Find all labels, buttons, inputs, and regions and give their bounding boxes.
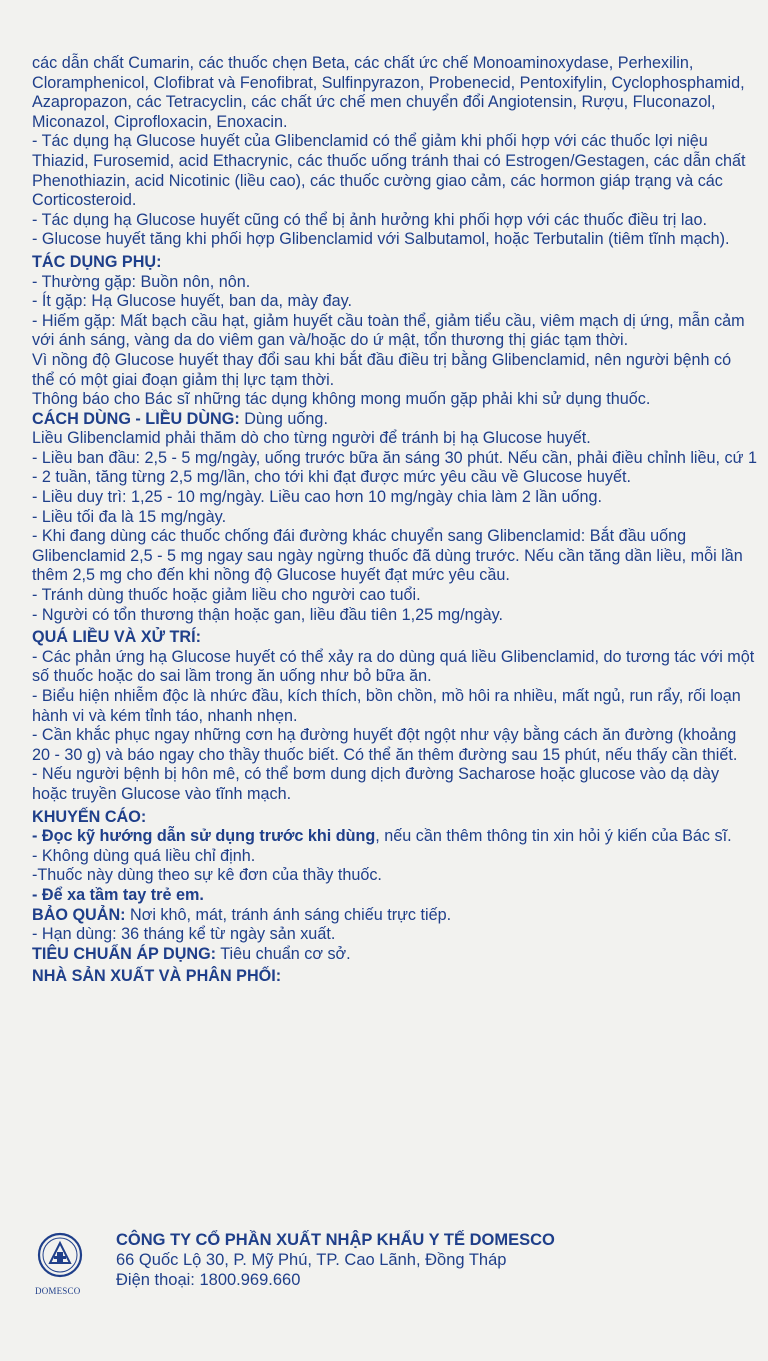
inline-heading-paragraph — [32, 945, 758, 965]
paragraph-lead: BẢO QUẢN: — [32, 905, 126, 924]
body-paragraph: - Các phản ứng hạ Glucose huyết có thể xảy ra do dùng quá liều Glibenclamid, do tương tác với một số thuốc hoặc do sai lầm trong ăn uống như bỏ bữa ăn. — [32, 647, 755, 686]
body-paragraph: Thông báo cho Bác sĩ những tác dụng không mong muốn gặp phải khi sử dụng thuốc. — [32, 390, 651, 409]
section-heading: TÁC DỤNG PHỤ: — [32, 252, 162, 271]
section-heading: QUÁ LIỀU VÀ XỬ TRÍ: — [32, 628, 202, 647]
body-paragraph: - Nếu người bệnh bị hôn mê, có thể bơm dung dịch đường Sacharose hoặc glucose vào dạ dày hoặc truyền Glucose vào tĩnh mạch. — [32, 765, 720, 803]
body-paragraph: - Hiếm gặp: Mất bạch cầu hạt, giảm huyết cầu toàn thể, giảm tiểu cầu, viêm mạch dị ứng, mẫn cảm với ánh sáng, vàng da do viêm gan và/hoặc do ứ mật, tổn thương thị giác tạm thời. — [32, 311, 745, 350]
domesco-logo-icon — [36, 1228, 94, 1286]
logo-caption: DOMESCO — [35, 1286, 81, 1296]
body-paragraph: - Hạn dùng: 36 tháng kể từ ngày sản xuất. — [32, 925, 336, 944]
body-paragraph: - Khi đang dùng các thuốc chống đái đường khác chuyển sang Glibenclamid: Bắt đầu uống Glibenclamid 2,5 - 5 mg ngay sau ngày ngừng thuốc đã dùng trước. Nếu cần tăng dần liều, mỗi lần thêm 2,5 mg cho đến khi nồng độ Glucose huyết đạt mức yêu cầu. — [32, 527, 743, 585]
company-name: CÔNG TY CỔ PHẦN XUẤT NHẬP KHẨU Y TẾ DOMESCO — [116, 1231, 555, 1249]
paragraph-text: Dùng uống. — [239, 409, 328, 428]
body-paragraph: Liều Glibenclamid phải thăm dò cho từng người để tránh bị hạ Glucose huyết. — [32, 429, 591, 448]
body-paragraph: các dẫn chất Cumarin, các thuốc chẹn Beta, các chất ức chế Monoaminoxydase, Perhexilin, Cloramphenicol, Clofibrat và Fenofibrat, Sulfinpyrazon, Probenecid, Pentoxifylin, Cyclophosphamid, Azapropazon, các Tetracyclin, các chất ức chế men chuyển đổi Angiotensin, Rượu, Fluconazol, Miconazol, Ciprofloxacin, Enoxacin. — [32, 54, 745, 131]
manufacturer-block — [36, 1228, 736, 1298]
warning-line: - Để xa tầm tay trẻ em. — [32, 885, 204, 904]
body-paragraph: - Người có tổn thương thận hoặc gan, liều đầu tiên 1,25 mg/ngày. — [32, 605, 503, 624]
company-address: 66 Quốc Lộ 30, P. Mỹ Phú, TP. Cao Lãnh, Đồng Tháp — [116, 1251, 507, 1269]
paragraph-text: Nơi khô, mát, tránh ánh sáng chiếu trực tiếp. — [125, 905, 452, 924]
company-phone: Điện thoại: 1800.969.660 — [116, 1271, 301, 1289]
paragraph-lead: CÁCH DÙNG - LIỀU DÙNG: — [32, 409, 240, 428]
leaflet-body — [32, 54, 758, 987]
paragraph-lead: - Đọc kỹ hướng dẫn sử dụng trước khi dùng — [32, 827, 376, 846]
body-paragraph: - Tránh dùng thuốc hoặc giảm liều cho người cao tuổi. — [32, 586, 421, 605]
body-paragraph: - Biểu hiện nhiễm độc là nhức đầu, kích thích, bồn chồn, mồ hôi ra nhiều, mất ngủ, run rẩy, rối loạn hành vi và kém tỉnh táo, nhanh nhẹn. — [32, 687, 741, 725]
body-paragraph: - Liều duy trì: 1,25 - 10 mg/ngày. Liều cao hơn 10 mg/ngày chia làm 2 lần uống. — [32, 488, 603, 507]
body-paragraph: Vì nồng độ Glucose huyết thay đổi sau khi bắt đầu điều trị bằng Glibenclamid, nên người bệnh có thể có một giai đoạn giảm thị lực tạm thời. — [32, 350, 732, 389]
body-paragraph: - Glucose huyết tăng khi phối hợp Glibenclamid với Salbutamol, hoặc Terbutalin (tiêm tĩnh mạch). — [32, 230, 730, 249]
domesco-logo — [36, 1228, 94, 1298]
body-paragraph: - Tác dụng hạ Glucose huyết của Glibenclamid có thể giảm khi phối hợp với các thuốc lợi niệu Thiazid, Furosemid, acid Ethacrynic, các thuốc uống tránh thai có Estrogen/Gestagen, các dẫn chất Phenothiazin, acid Nicotinic (liều cao), các thuốc cường giao cảm, các hormon giáp trạng và các Corticosteroid. — [32, 132, 746, 210]
company-info — [116, 1230, 555, 1290]
paragraph-text: Tiêu chuẩn cơ sở. — [216, 944, 351, 963]
body-paragraph: - Ít gặp: Hạ Glucose huyết, ban da, mày đay. — [32, 292, 353, 311]
body-paragraph: -Thuốc này dùng theo sự kê đơn của thầy thuốc. — [32, 866, 382, 885]
body-paragraph: - Liều ban đầu: 2,5 - 5 mg/ngày, uống trước bữa ăn sáng 30 phút. Nếu cần, phải điều chỉnh liều, cứ 1 - 2 tuần, tăng từng 2,5 mg/lần, cho tới khi đạt được mức yêu cầu về Glucose huyết. — [32, 448, 757, 487]
section-heading: NHÀ SẢN XUẤT VÀ PHÂN PHỐI: — [32, 967, 282, 986]
paragraph-lead: TIÊU CHUẨN ÁP DỤNG: — [32, 944, 217, 963]
body-paragraph: - Liều tối đa là 15 mg/ngày. — [32, 507, 227, 526]
inline-heading-paragraph — [32, 906, 758, 926]
inline-heading-paragraph — [32, 410, 758, 430]
body-paragraph: - Thường gặp: Buồn nôn, nôn. — [32, 272, 251, 291]
section-heading: KHUYẾN CÁO: — [32, 807, 147, 826]
bold-lead-paragraph — [32, 827, 758, 847]
body-paragraph: - Cần khắc phục ngay những cơn hạ đường huyết đột ngột như vậy bằng cách ăn đường (khoảng 20 - 30 g) và báo ngay cho thầy thuốc biết. Có thể ăn thêm đường sau 15 phút, nếu thấy cần thiết. — [32, 726, 738, 764]
paragraph-text: , nếu cần thêm thông tin xin hỏi ý kiến của Bác sĩ. — [375, 827, 732, 846]
body-paragraph: - Tác dụng hạ Glucose huyết cũng có thể bị ảnh hưởng khi phối hợp với các thuốc điều trị lao. — [32, 210, 707, 229]
body-paragraph: - Không dùng quá liều chỉ định. — [32, 846, 256, 865]
